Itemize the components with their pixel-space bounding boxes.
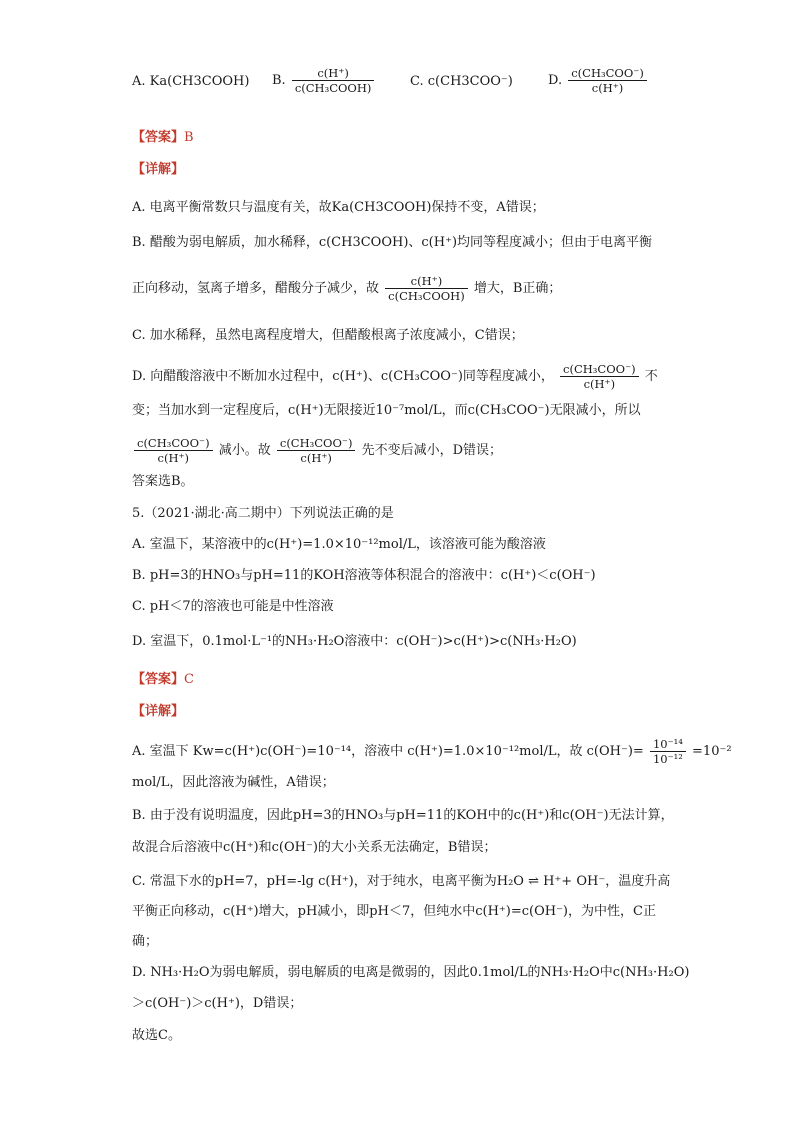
q5-detail-d-line1: D. NH₃·H₂O为弱电解质，弱电解质的电离是微弱的，因此0.1mol/L的NH₃·H₂O中c(NH₃·H₂O) — [132, 965, 690, 980]
option-a-text: Ka(CH3COOH) — [149, 74, 250, 89]
option-a — [132, 74, 249, 89]
text-segment: =10⁻² — [692, 744, 732, 759]
option-d-fraction — [568, 66, 647, 95]
q4-detail-d-line3 — [132, 436, 502, 465]
q4-detail-b-line2 — [132, 274, 561, 303]
q5-detail-a-line1 — [132, 737, 732, 766]
q4-answer — [132, 128, 194, 148]
option-c-label: C. — [410, 74, 424, 89]
text-segment: D. 向醋酸溶液中不断加水过程中，c(H⁺)、c(CH₃COO⁻)同等程度减小， — [132, 369, 554, 384]
q4-detail-tag — [132, 160, 184, 180]
d-fraction — [560, 362, 639, 391]
text-segment: 减小。故 — [218, 443, 271, 458]
q5-option-d: D. 室温下，0.1mol·L⁻¹的NH₃·H₂O溶液中：c(OH⁻)>c(H⁺)>c(NH₃·H₂O) — [132, 634, 577, 649]
detail-tag: 【详解】 — [132, 704, 185, 719]
q5-detail-c-line3: 确； — [132, 934, 159, 949]
q5-detail-c-line2: 平衡正向移动，c(H⁺)增大，pH减小，即pH＜7，但纯水中c(H⁺)=c(OH⁻)，为中性，C正 — [132, 904, 656, 919]
q5-detail-a-line2: mol/L，因此溶液为碱性，A错误； — [132, 775, 335, 790]
option-b — [272, 66, 376, 95]
text-segment: A. 室温下 Kw=c(H⁺)c(OH⁻)=10⁻¹⁴，溶液中 c(H⁺)=1.0×10⁻¹²mol/L，故 c(OH⁻)= — [132, 744, 644, 759]
q5-option-c: C. pH＜7的溶液也可能是中性溶液 — [132, 599, 334, 614]
a-fraction-numerator: 10⁻¹⁴ — [652, 737, 683, 751]
option-d-denominator: c(H⁺) — [568, 80, 647, 95]
d-fraction-2 — [134, 436, 213, 465]
detail-tag: 【详解】 — [132, 162, 185, 177]
option-d-label: D. — [548, 73, 563, 88]
option-b-fraction — [292, 66, 375, 95]
option-b-denominator: c(CH₃COOH) — [292, 80, 375, 95]
q5-detail-b-line1: B. 由于没有说明温度，因此pH=3的HNO₃与pH=11的KOH中的c(H⁺)和c(OH⁻)无法计算， — [132, 808, 674, 823]
d-fraction-numerator: c(CH₃COO⁻) — [563, 362, 636, 376]
q5-stem: 5.（2021·湖北·高二期中）下列说法正确的是 — [132, 506, 394, 521]
answer-tag: 【答案】 — [132, 672, 185, 687]
text-segment: 正向移动，氢离子增多，醋酸分子减少，故 — [132, 281, 380, 296]
q5-detail-b-line2: 故混合后溶液中c(H⁺)和c(OH⁻)的大小关系无法确定，B错误； — [132, 840, 497, 855]
option-d — [548, 66, 649, 95]
q4-detail-a: A. 电离平衡常数只与温度有关，故Ka(CH3COOH)保持不变，A错误； — [132, 200, 545, 215]
b-fraction-denominator: c(CH₃COOH) — [385, 288, 468, 303]
q5-option-b: B. pH=3的HNO₃与pH=11的KOH溶液等体积混合的溶液中：c(H⁺)＜c(OH⁻) — [132, 568, 596, 583]
option-a-label: A. — [132, 74, 146, 89]
q5-conclusion: 故选C。 — [132, 1028, 181, 1043]
answer-value: B — [184, 130, 194, 145]
text-segment: 先不变后减小，D错误； — [361, 443, 503, 458]
q4-conclusion: 答案选B。 — [132, 474, 194, 489]
q4-detail-d-line2: 变；当加水到一定程度后，c(H⁺)无限接近10⁻⁷mol/L，而c(CH₃COO⁻)无限减小，所以 — [132, 403, 641, 418]
option-b-numerator: c(H⁺) — [317, 66, 349, 80]
q5-option-a: A. 室温下，某溶液中的c(H⁺)=1.0×10⁻¹²mol/L，该溶液可能为酸溶液 — [132, 537, 546, 552]
d-fraction-3-numerator: c(CH₃COO⁻) — [279, 436, 353, 450]
answer-value: C — [184, 672, 194, 687]
q5-detail-tag — [132, 702, 184, 722]
option-b-label: B. — [272, 73, 286, 88]
answer-tag: 【答案】 — [132, 130, 185, 145]
text-segment: 不 — [644, 369, 658, 384]
a-fraction-denominator: 10⁻¹² — [650, 751, 686, 766]
b-fraction-numerator: c(H⁺) — [410, 274, 443, 288]
a-fraction — [650, 737, 686, 766]
d-fraction-3-denominator: c(H⁺) — [277, 450, 356, 465]
text-segment: 增大，B正确； — [473, 281, 562, 296]
q4-detail-b-line1: B. 醋酸为弱电解质，加水稀释，c(CH3COOH)、c(H⁺)均同等程度减小；但由于电离平衡 — [132, 235, 653, 250]
d-fraction-2-numerator: c(CH₃COO⁻) — [137, 436, 210, 450]
b-fraction — [385, 274, 468, 303]
q5-detail-c-line1: C. 常温下水的pH=7，pH=-lg c(H⁺)，对于纯水，电离平衡为H₂O ⇌ H⁺+ OH⁻，温度升高 — [132, 874, 671, 889]
option-c-text: c(CH3COO⁻) — [427, 74, 513, 89]
d-fraction-denominator: c(H⁺) — [560, 376, 639, 391]
q4-detail-c: C. 加水稀释，虽然电离程度增大，但醋酸根离子浓度减小，C错误； — [132, 328, 524, 343]
d-fraction-2-denominator: c(H⁺) — [134, 450, 213, 465]
option-d-numerator: c(CH₃COO⁻) — [571, 66, 644, 80]
d-fraction-3 — [277, 436, 356, 465]
q5-answer — [132, 670, 194, 690]
q4-detail-d-line1 — [132, 362, 658, 391]
option-c — [410, 74, 513, 89]
q5-detail-d-line2: ＞c(OH⁻)＞c(H⁺)，D错误； — [132, 996, 303, 1011]
